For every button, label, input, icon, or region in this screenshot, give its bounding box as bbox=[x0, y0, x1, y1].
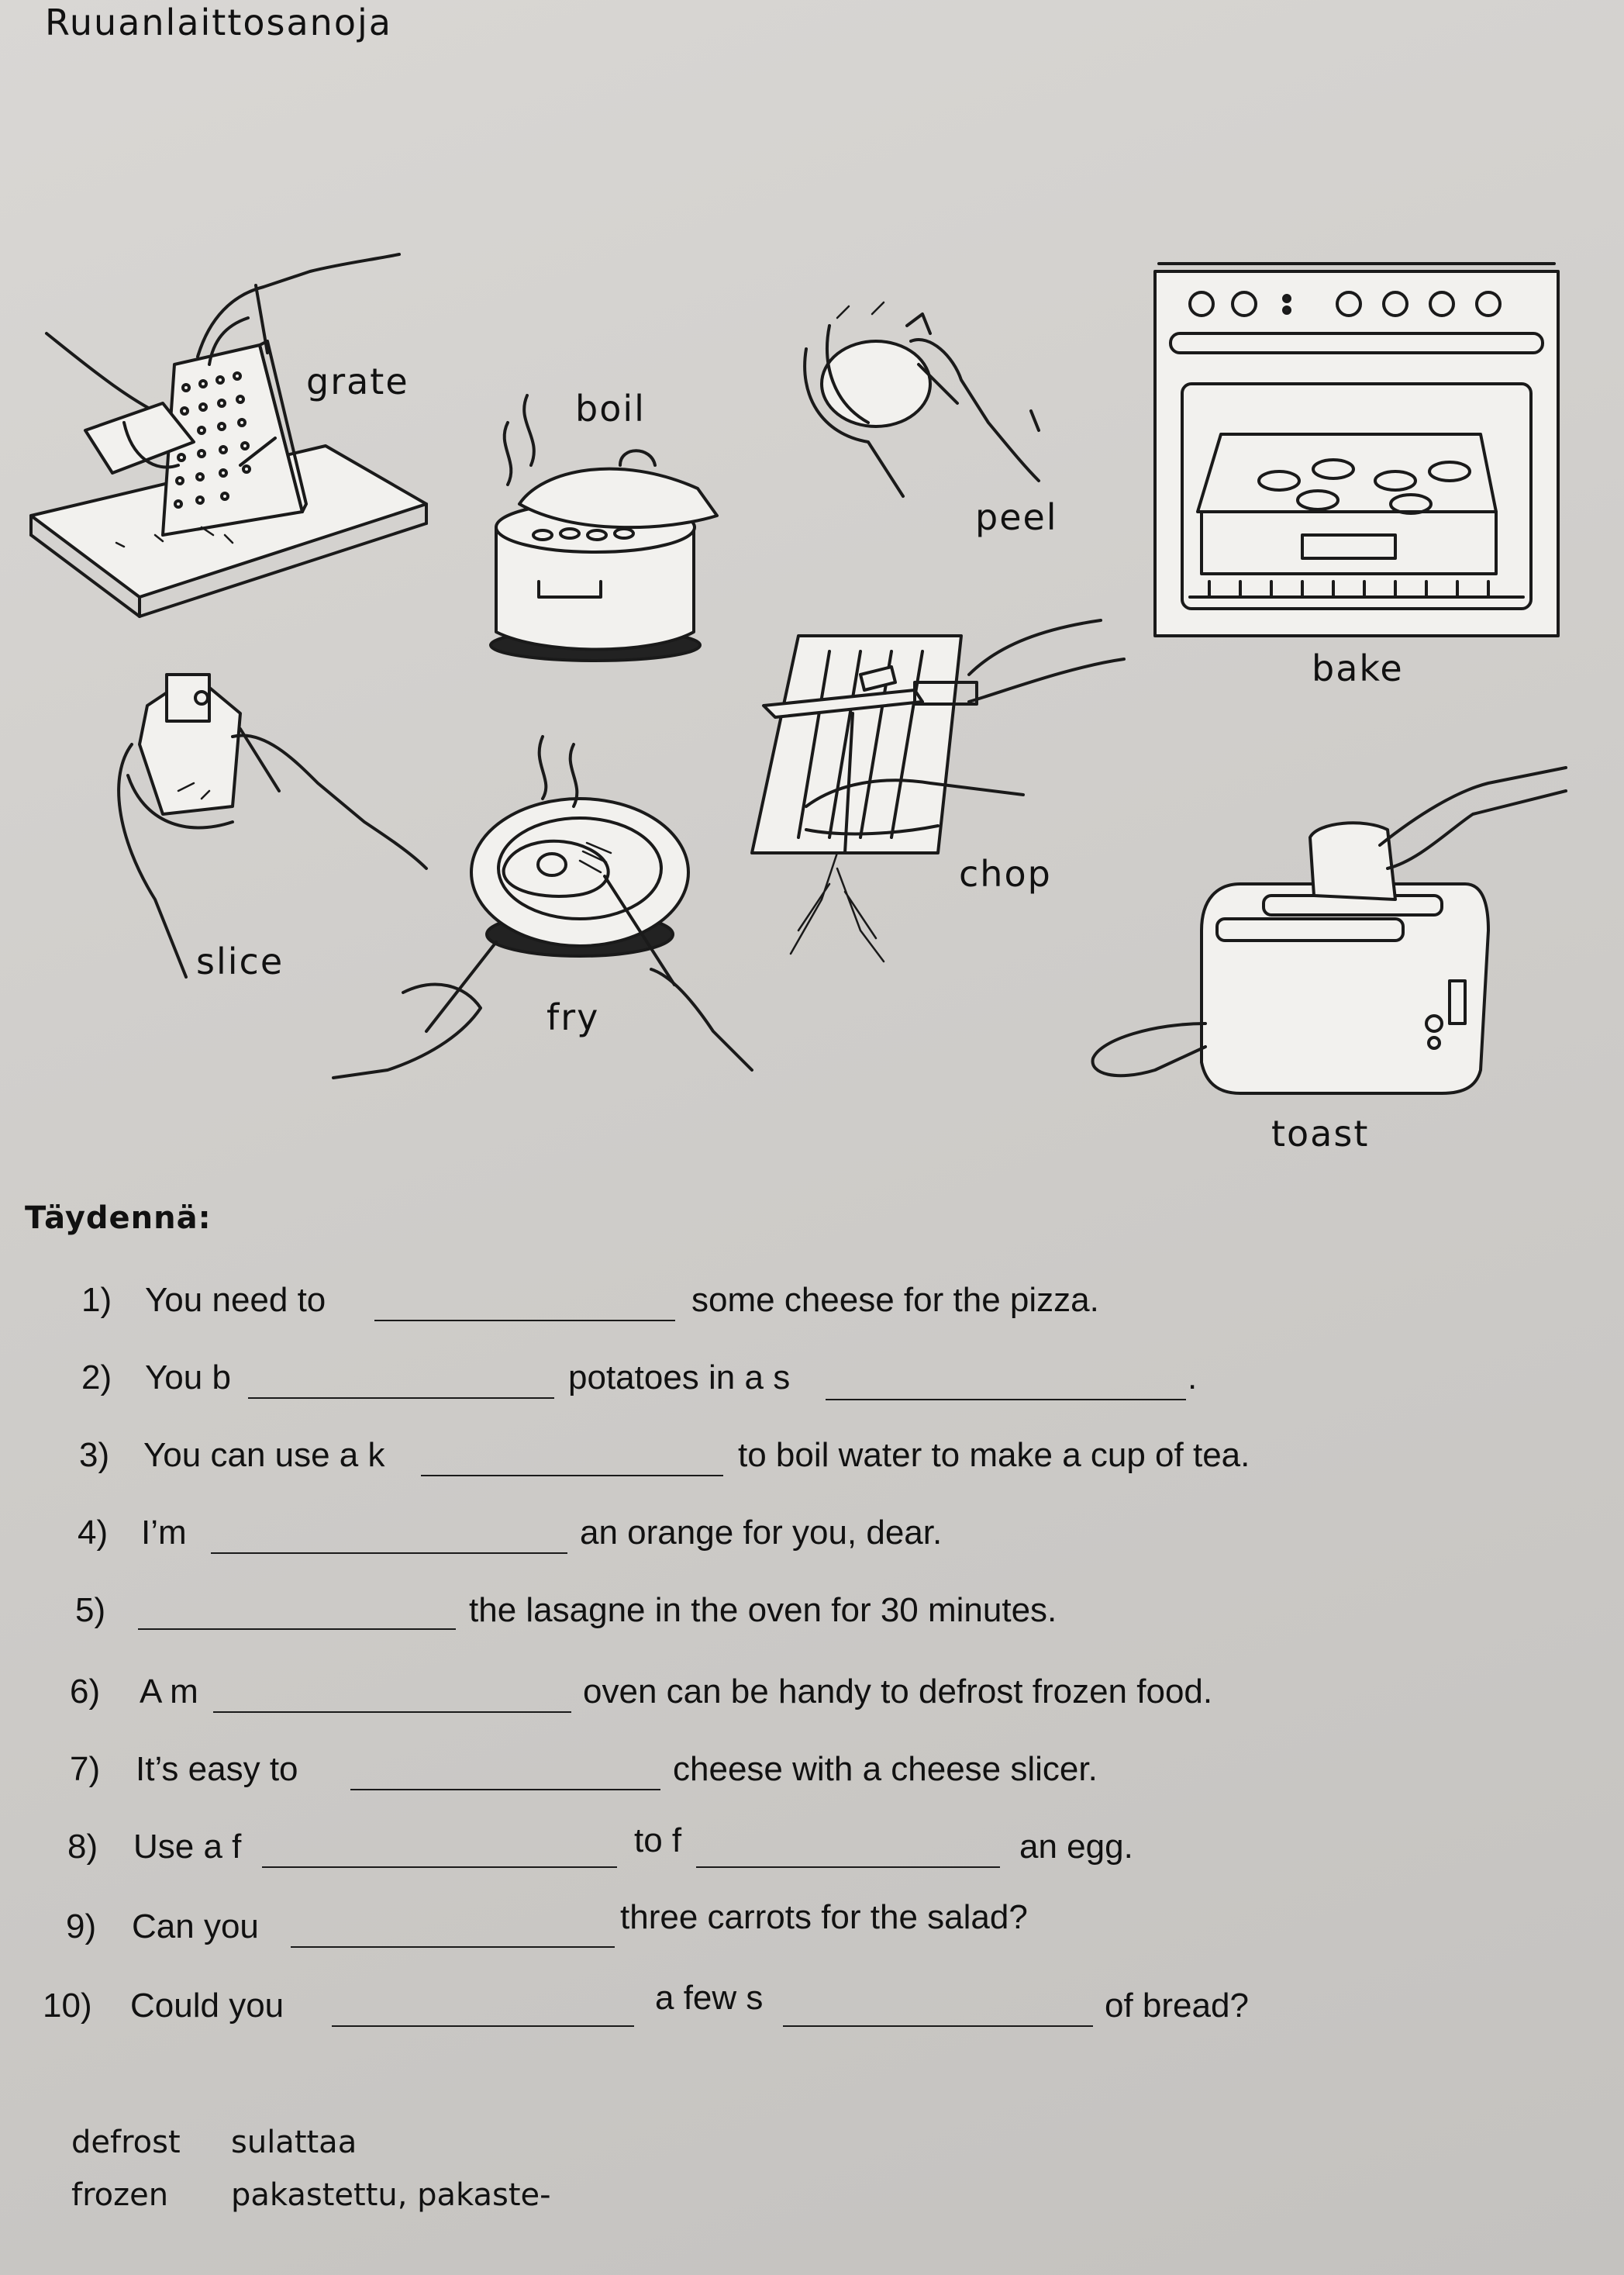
answer-blank[interactable] bbox=[696, 1866, 1000, 1868]
bake-illustration bbox=[1155, 264, 1558, 636]
glossary-term-en: frozen bbox=[71, 2177, 169, 2213]
exercise-text-before: A m bbox=[140, 1673, 198, 1711]
boil-illustration bbox=[491, 395, 717, 661]
exercise-text-before: It’s easy to bbox=[136, 1750, 298, 1788]
verb-label-slice: slice bbox=[196, 941, 284, 982]
answer-blank[interactable] bbox=[783, 2025, 1093, 2027]
answer-blank[interactable] bbox=[248, 1397, 554, 1399]
exercise-text-before: Could you bbox=[130, 1987, 284, 2025]
exercise-text-after: . bbox=[1188, 1358, 1198, 1396]
exercise-text-after: an egg. bbox=[1019, 1828, 1133, 1866]
peel-illustration bbox=[805, 302, 1039, 496]
exercise-text-before: Can you bbox=[132, 1907, 259, 1945]
exercise-text-before: You need to bbox=[145, 1281, 326, 1319]
verb-label-fry: fry bbox=[547, 996, 600, 1038]
verb-label-grate: grate bbox=[306, 361, 409, 402]
exercise-number: 7) bbox=[70, 1750, 101, 1788]
answer-blank[interactable] bbox=[291, 1946, 615, 1948]
exercise-text-middle: oven can be handy to defrost frozen food. bbox=[583, 1673, 1213, 1711]
answer-blank[interactable] bbox=[262, 1866, 617, 1868]
exercise-number: 10) bbox=[43, 1987, 92, 2025]
verb-label-toast: toast bbox=[1271, 1113, 1370, 1155]
answer-blank[interactable] bbox=[213, 1711, 571, 1713]
toast-illustration bbox=[1093, 768, 1566, 1093]
glossary-term-en: defrost bbox=[71, 2125, 181, 2160]
exercise-number: 6) bbox=[70, 1673, 101, 1711]
slice-illustration bbox=[119, 675, 426, 977]
exercise-text-before: You b bbox=[145, 1358, 231, 1396]
exercise-instruction: Täydennä: bbox=[25, 1200, 212, 1236]
verb-label-chop: chop bbox=[959, 853, 1052, 895]
exercise-text-middle: cheese with a cheese slicer. bbox=[673, 1750, 1098, 1788]
glossary-term-fi: pakastettu, pakaste- bbox=[231, 2177, 551, 2213]
exercise-text-middle: potatoes in a s bbox=[568, 1358, 791, 1396]
exercise-text-middle: the lasagne in the oven for 30 minutes. bbox=[469, 1591, 1057, 1629]
exercise-number: 3) bbox=[79, 1436, 110, 1474]
answer-blank[interactable] bbox=[138, 1628, 456, 1630]
exercise-text-before: Use a f bbox=[133, 1828, 242, 1866]
exercise-text-before: You can use a k bbox=[143, 1436, 385, 1474]
exercise-number: 5) bbox=[75, 1591, 106, 1629]
answer-blank[interactable] bbox=[826, 1399, 1186, 1400]
grate-illustration bbox=[31, 254, 426, 616]
exercise-text-middle: three carrots for the salad? bbox=[620, 1898, 1028, 1936]
exercise-number: 2) bbox=[81, 1358, 112, 1396]
answer-blank[interactable] bbox=[211, 1552, 567, 1554]
exercise-number: 9) bbox=[66, 1907, 97, 1945]
glossary-term-fi: sulattaa bbox=[231, 2125, 357, 2160]
verb-label-bake: bake bbox=[1312, 647, 1404, 689]
exercise-text-after: of bread? bbox=[1105, 1987, 1249, 2025]
answer-blank[interactable] bbox=[374, 1320, 675, 1321]
answer-blank[interactable] bbox=[421, 1475, 723, 1476]
fry-illustration bbox=[333, 737, 752, 1078]
exercise-text-middle: an orange for you, dear. bbox=[580, 1514, 943, 1552]
exercise-number: 8) bbox=[67, 1828, 98, 1866]
chop-illustration bbox=[752, 620, 1124, 961]
verb-label-peel: peel bbox=[975, 496, 1058, 538]
page-title: Ruuanlaittosanoja bbox=[45, 2, 392, 43]
exercise-number: 1) bbox=[81, 1281, 112, 1319]
exercise-text-middle: a few s bbox=[655, 1979, 764, 2017]
exercise-text-before: I’m bbox=[141, 1514, 187, 1552]
exercise-text-middle: some cheese for the pizza. bbox=[691, 1281, 1099, 1319]
answer-blank[interactable] bbox=[332, 2025, 634, 2027]
exercise-text-middle: to boil water to make a cup of tea. bbox=[738, 1436, 1250, 1474]
exercise-number: 4) bbox=[78, 1514, 109, 1552]
verb-label-boil: boil bbox=[575, 388, 646, 430]
answer-blank[interactable] bbox=[350, 1789, 660, 1790]
exercise-text-middle: to f bbox=[634, 1821, 682, 1859]
